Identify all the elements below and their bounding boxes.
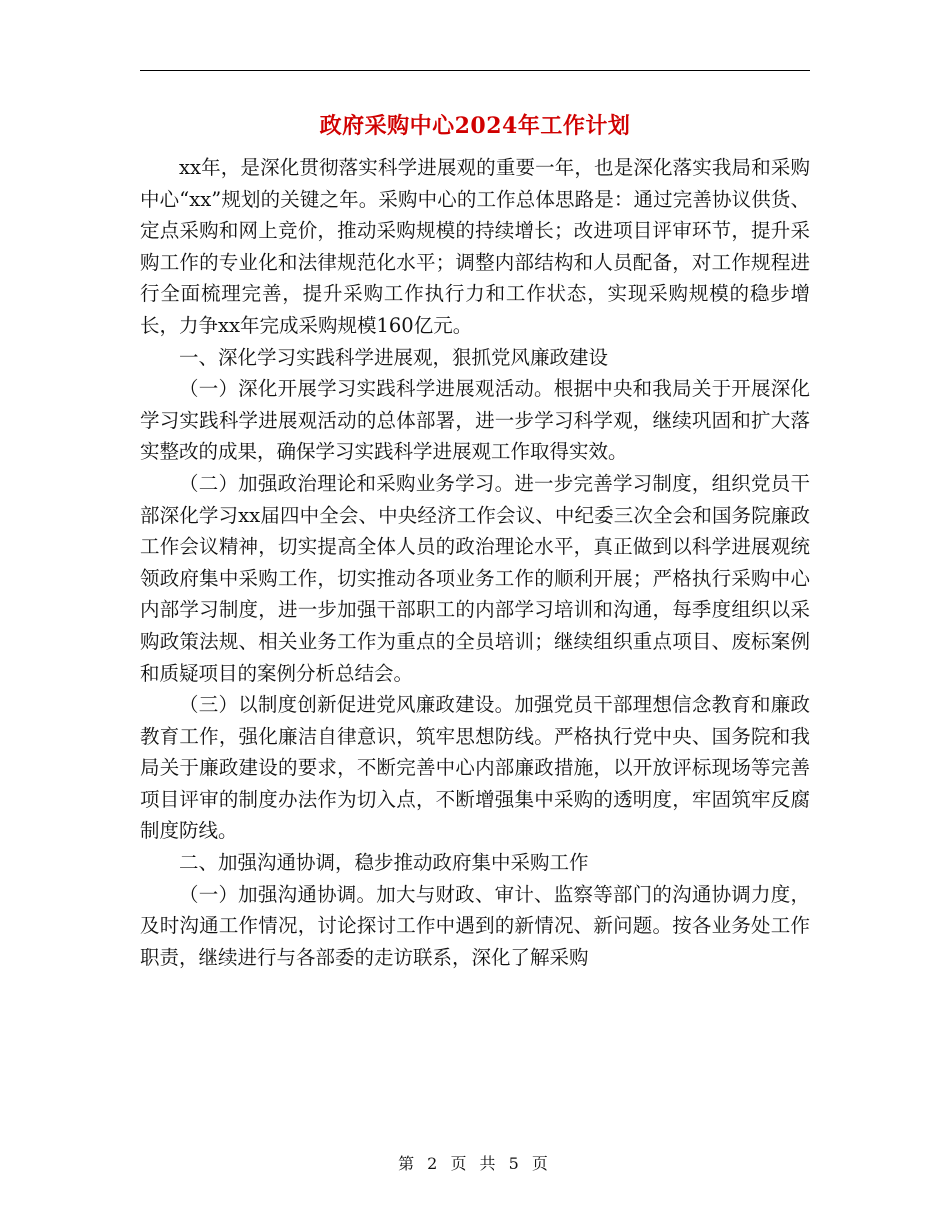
header-rule <box>140 70 810 71</box>
section-heading-2: 二、加强沟通协调，稳步推动政府集中采购工作 <box>179 851 589 875</box>
paragraph-2-1: （一）加强沟通协调。加大与财政、审计、监察等部门的沟通协调力度，及时沟通工作情况，讨论探讨工作中遇到的新情况、新问题。按各业务处工作职责，继续进行与各部委的走访联系，深化了解采购 <box>140 882 810 969</box>
page-number: 第 2 页 共 5 页 <box>398 1154 552 1173</box>
document-title: 政府采购中心2024年工作计划 <box>319 113 631 139</box>
paragraph-1-1: （一）深化开展学习实践科学进展观活动。根据中央和我局关于开展深化学习实践科学进展观活动的总体部署，进一步学习科学观，继续巩固和扩大落实整改的成果，确保学习实践科学进展观工作取得实效。 <box>140 377 810 464</box>
paragraph-1-2: （二）加强政治理论和采购业务学习。进一步完善学习制度，组织党员干部深化学习xx届四中全会、中央经济工作会议、中纪委三次全会和国务院廉政工作会议精神，切实提高全体人员的政治理论水平，真正做到以科学进展观统领政府集中采购工作，切实推动各项业务工作的顺利开展；严格执行采购中心内部学习制度，进一步加强干部职工的内部学习培训和沟通，每季度组织以采购政策法规、相关业务工作为重点的全员培训；继续组织重点项目、废标案例和质疑项目的案例分析总结会。 <box>140 471 810 685</box>
paragraph-intro: xx年，是深化贯彻落实科学进展观的重要一年，也是深化落实我局和采购中心“xx”规划的关键之年。采购中心的工作总体思路是：通过完善协议供货、定点采购和网上竞价，推动采购规模的持续增长；改进项目评审环节，提升采购工作的专业化和法律规范化水平；调整内部结构和人员配备，对工作规程进行全面梳理完善，提升采购工作执行力和工作状态，实现采购规模的稳步增长，力争xx年完成采购规模160亿元。 <box>140 156 810 337</box>
section-heading-1: 一、深化学习实践科学进展观，狠抓党风廉政建设 <box>179 345 609 369</box>
document-body <box>140 152 810 973</box>
paragraph-1-3: （三）以制度创新促进党风廉政建设。加强党员干部理想信念教育和廉政教育工作，强化廉洁自律意识，筑牢思想防线。严格执行党中央、国务院和我局关于廉政建设的要求，不断完善中心内部廉政措施，以开放评标现场等完善项目评审的制度办法作为切入点，不断增强集中采购的透明度，牢固筑牢反腐制度防线。 <box>140 693 810 843</box>
